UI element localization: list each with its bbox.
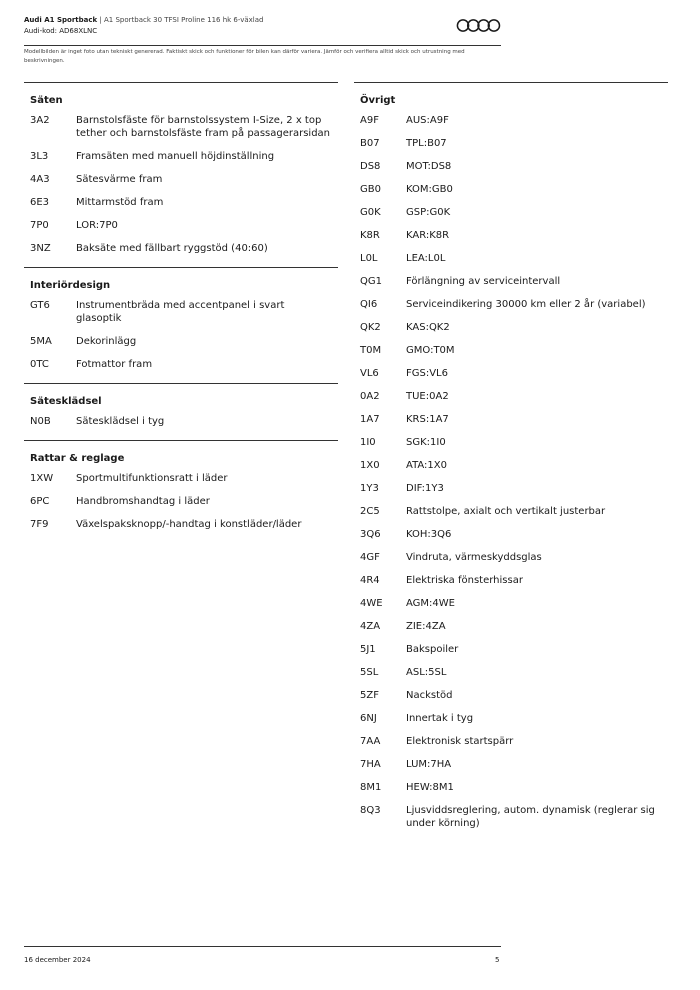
header-divider bbox=[24, 45, 501, 46]
option-description: KAR:K8R bbox=[406, 230, 450, 241]
spec-row bbox=[354, 390, 668, 403]
spec-section bbox=[24, 82, 338, 267]
option-code: 5J1 bbox=[360, 644, 376, 655]
spec-row bbox=[24, 219, 338, 232]
option-code: A9F bbox=[360, 115, 379, 126]
disclaimer: Modellbilden är inget foto utan tekniskt genererad. Faktiskt skick och funktioner för bilen kan därför variera. Jämför och verifiera alltid skick och utrustning med beskrivningen. bbox=[24, 49, 465, 64]
header-title-line bbox=[24, 15, 501, 26]
section-title: Sätesklädsel bbox=[30, 396, 102, 407]
variant-name: A1 Sportback 30 TFSI Proline 116 hk 6-växlad bbox=[104, 16, 264, 24]
header-separator: | bbox=[99, 16, 102, 24]
option-code: 4A3 bbox=[30, 174, 50, 185]
option-code: GT6 bbox=[30, 300, 50, 311]
spec-row bbox=[24, 150, 338, 163]
spec-row bbox=[354, 298, 668, 311]
option-description: Framsäten med manuell höjdinställning bbox=[76, 151, 275, 162]
spec-section bbox=[24, 440, 338, 543]
audi-code: Audi-kod: AD68XLNC bbox=[24, 27, 98, 35]
spec-row bbox=[354, 160, 668, 173]
spec-row bbox=[354, 804, 668, 830]
audi-rings-icon bbox=[456, 18, 501, 33]
option-code: 1Y3 bbox=[360, 483, 379, 494]
spec-row bbox=[354, 459, 668, 472]
option-description: Förlängning av serviceintervall bbox=[406, 276, 561, 287]
model-name: Audi A1 Sportback bbox=[24, 16, 98, 24]
spec-row bbox=[354, 137, 668, 150]
option-code: 8M1 bbox=[360, 782, 382, 793]
option-code: 5SL bbox=[360, 667, 379, 678]
spec-row bbox=[354, 758, 668, 771]
option-description: Mittarmstöd fram bbox=[76, 197, 164, 208]
spec-row bbox=[354, 252, 668, 265]
option-description: DIF:1Y3 bbox=[406, 483, 444, 494]
spec-row bbox=[354, 275, 668, 288]
option-description: GMO:T0M bbox=[406, 345, 455, 356]
option-description: LUM:7HA bbox=[406, 759, 452, 770]
option-code: 6PC bbox=[30, 496, 50, 507]
option-description: Dekorinlägg bbox=[76, 336, 137, 347]
option-description: Handbromshandtag i läder bbox=[76, 496, 210, 507]
option-code: 7HA bbox=[360, 759, 381, 770]
option-code: 3A2 bbox=[30, 115, 50, 126]
spec-section bbox=[24, 383, 338, 440]
option-code: 0A2 bbox=[360, 391, 380, 402]
section-title: Interiördesign bbox=[30, 280, 111, 291]
spec-row bbox=[354, 367, 668, 380]
spec-row bbox=[354, 482, 668, 495]
spec-row bbox=[354, 643, 668, 656]
option-code: 8Q3 bbox=[360, 805, 381, 816]
option-code: 3Q6 bbox=[360, 529, 381, 540]
spec-row bbox=[24, 173, 338, 186]
spec-row bbox=[24, 299, 338, 325]
spec-row bbox=[354, 620, 668, 633]
spec-row bbox=[24, 518, 338, 531]
spec-row bbox=[354, 528, 668, 541]
option-description: Elektronisk startspärr bbox=[406, 736, 514, 747]
option-code: K8R bbox=[360, 230, 380, 241]
option-description: FGS:VL6 bbox=[406, 368, 448, 379]
spec-row bbox=[24, 472, 338, 485]
spec-row bbox=[24, 196, 338, 209]
option-code: 1X0 bbox=[360, 460, 380, 471]
option-description: Växelspaksknopp/-handtag i konstläder/läder bbox=[76, 519, 302, 530]
option-description: AGM:4WE bbox=[406, 598, 455, 609]
option-description: AUS:A9F bbox=[406, 115, 449, 126]
option-code: 7AA bbox=[360, 736, 381, 747]
spec-row bbox=[24, 495, 338, 508]
option-code: 0TC bbox=[30, 359, 49, 370]
section-title: Säten bbox=[30, 95, 63, 106]
option-description: KOH:3Q6 bbox=[406, 529, 452, 540]
spec-section bbox=[24, 267, 338, 383]
option-description: Baksäte med fällbart ryggstöd (40:60) bbox=[76, 243, 268, 254]
option-code: 7F9 bbox=[30, 519, 49, 530]
option-code: 5ZF bbox=[360, 690, 379, 701]
option-code: 6NJ bbox=[360, 713, 377, 724]
option-code: N0B bbox=[30, 416, 51, 427]
option-description: Nackstöd bbox=[406, 690, 453, 701]
option-description: Innertak i tyg bbox=[406, 713, 474, 724]
option-code: DS8 bbox=[360, 161, 381, 172]
option-description: Sportmultifunktionsratt i läder bbox=[76, 473, 228, 484]
right-column bbox=[354, 82, 668, 842]
option-description: LEA:L0L bbox=[406, 253, 446, 264]
spec-row bbox=[354, 574, 668, 587]
spec-row bbox=[354, 666, 668, 679]
option-code: 1I0 bbox=[360, 437, 376, 448]
option-description: Elektriska fönsterhissar bbox=[406, 575, 523, 586]
section-title: Rattar & reglage bbox=[30, 453, 125, 464]
option-description: Instrumentbräda med accentpanel i svart glasoptik bbox=[76, 300, 285, 324]
option-code: 7P0 bbox=[30, 220, 49, 231]
option-code: 3L3 bbox=[30, 151, 49, 162]
option-description: ZIE:4ZA bbox=[406, 621, 446, 632]
spec-row bbox=[354, 781, 668, 794]
spec-row bbox=[354, 712, 668, 725]
spec-row bbox=[24, 335, 338, 348]
footer-date: 16 december 2024 bbox=[24, 956, 91, 964]
option-description: ASL:5SL bbox=[406, 667, 447, 678]
spec-row bbox=[24, 242, 338, 255]
option-description: LOR:7P0 bbox=[76, 220, 118, 231]
spec-row bbox=[354, 689, 668, 702]
option-code: L0L bbox=[360, 253, 378, 264]
spec-row bbox=[354, 735, 668, 748]
option-description: Serviceindikering 30000 km eller 2 år (variabel) bbox=[406, 299, 646, 310]
spec-row bbox=[24, 358, 338, 371]
spec-row bbox=[354, 597, 668, 610]
spec-row bbox=[354, 321, 668, 334]
option-description: Vindruta, värmeskyddsglas bbox=[406, 552, 542, 563]
option-description: SGK:1I0 bbox=[406, 437, 446, 448]
left-column bbox=[24, 82, 338, 543]
option-code: 2C5 bbox=[360, 506, 380, 517]
option-description: KAS:QK2 bbox=[406, 322, 450, 333]
option-description: Barnstolsfäste för barnstolssystem I-Size, 2 x top tether och barnstolsfäste fram på passagerarsidan bbox=[76, 115, 331, 139]
option-code: QK2 bbox=[360, 322, 381, 333]
option-code: QG1 bbox=[360, 276, 382, 287]
option-code: T0M bbox=[360, 345, 382, 356]
option-code: G0K bbox=[360, 207, 381, 218]
option-description: TPL:B07 bbox=[406, 138, 447, 149]
option-description: Fotmattor fram bbox=[76, 359, 153, 370]
option-description: Sätesklädsel i tyg bbox=[76, 416, 165, 427]
option-code: 1XW bbox=[30, 473, 54, 484]
option-description: TUE:0A2 bbox=[406, 391, 449, 402]
page-number: 5 bbox=[495, 956, 500, 964]
option-code: 5MA bbox=[30, 336, 52, 347]
spec-row bbox=[354, 344, 668, 357]
option-description: KOM:GB0 bbox=[406, 184, 453, 195]
option-description: KRS:1A7 bbox=[406, 414, 449, 425]
option-code: 3NZ bbox=[30, 243, 51, 254]
spec-row bbox=[354, 183, 668, 196]
option-description: Ljusviddsreglering, autom. dynamisk (reglerar sig under körning) bbox=[406, 805, 655, 829]
footer-divider bbox=[24, 946, 501, 947]
option-code: 1A7 bbox=[360, 414, 380, 425]
option-code: QI6 bbox=[360, 299, 378, 310]
spec-row bbox=[354, 505, 668, 518]
spec-section bbox=[354, 82, 668, 842]
spec-row bbox=[24, 114, 338, 140]
option-code: 4R4 bbox=[360, 575, 380, 586]
option-description: Rattstolpe, axialt och vertikalt justerbar bbox=[406, 506, 606, 517]
spec-row bbox=[354, 229, 668, 242]
spec-row bbox=[24, 415, 338, 428]
spec-row bbox=[354, 413, 668, 426]
option-code: VL6 bbox=[360, 368, 379, 379]
option-code: 4WE bbox=[360, 598, 383, 609]
option-code: B07 bbox=[360, 138, 380, 149]
option-description: ATA:1X0 bbox=[406, 460, 448, 471]
option-code: 4GF bbox=[360, 552, 380, 563]
spec-row bbox=[354, 114, 668, 127]
option-description: GSP:G0K bbox=[406, 207, 451, 218]
spec-row bbox=[354, 206, 668, 219]
option-description: MOT:DS8 bbox=[406, 161, 452, 172]
section-title: Övrigt bbox=[360, 95, 396, 106]
spec-row bbox=[354, 551, 668, 564]
spec-row bbox=[354, 436, 668, 449]
option-description: Sätesvärme fram bbox=[76, 174, 163, 185]
option-code: GB0 bbox=[360, 184, 381, 195]
option-description: Bakspoiler bbox=[406, 644, 459, 655]
option-description: HEW:8M1 bbox=[406, 782, 454, 793]
option-code: 4ZA bbox=[360, 621, 381, 632]
page-header bbox=[24, 15, 501, 64]
option-code: 6E3 bbox=[30, 197, 50, 208]
